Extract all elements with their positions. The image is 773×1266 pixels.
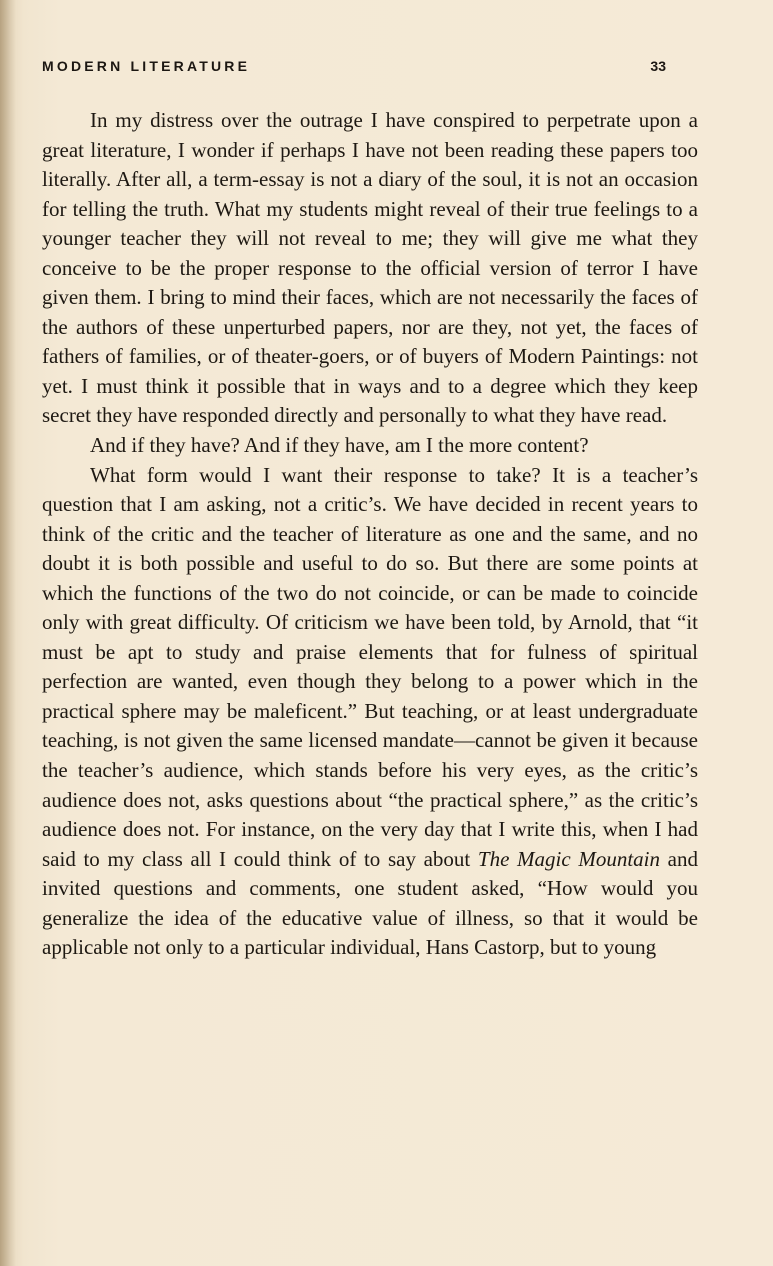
body-text [42,106,698,963]
paragraph-3-text-after: and invited questions and comments, one student asked, “How would you generalize the idea of the educative value of illness, so that it would be applicable not only to a particular individual, Hans Castorp, but to young [42,846,699,960]
page-header [42,58,666,82]
paragraph-2: And if they have? And if they have, am I the more content? [90,433,589,458]
spine-shadow [0,0,16,1266]
paragraph-3-text-before: What form would I want their response to take? It is a teacher’s question that I am asking, not a critic’s. We have decided in recent years to think of the critic and the teacher of literature as one and the same, and no doubt it is both possible and useful to do so. But there are some points at which the functions of the two do not coincide, or can be made to coincide only with great difficulty. Of criticism we have been told, by Arnold, that “it must be apt to study and praise elements that for fulness of spiritual perfection are wanted, even though they belong to a power which in the practical sphere may be maleficent.” But teaching, or at least undergraduate teaching, is not given the same licensed mandate—cannot be given it because the teacher’s audience, which stands before his very eyes, as the critic’s audience does not, asks questions about “the practical sphere,” as the critic’s audience does not. For instance, on the very day that I write this, when I had said to my class all I could think of to say about [42,462,698,871]
book-title-italic: The Magic Mountain [477,846,661,871]
running-head: MODERN LITERATURE [42,58,251,74]
paragraph-1: In my distress over the outrage I have conspired to perpetrate upon a great literature, I wonder if perhaps I have not been reading these papers too literally. After all, a term-essay is not a diary of the soul, it is not an occasion for telling the truth. What my students might reveal of their true feelings to a younger teacher they will not reveal to me; they will give me what they conceive to be the proper response to the official version of terror I have given them. I bring to mind their faces, which are not necessarily the faces of the authors of these unperturbed papers, nor are they, not yet, the faces of fathers of families, or of theater-goers, or of buyers of Modern Paintings: not yet. I must think it possible that in ways and to a degree which they keep secret they have responded directly and personally to what they have read. [42,108,698,428]
page-number: 33 [650,58,666,74]
paragraph-3 [42,461,698,963]
